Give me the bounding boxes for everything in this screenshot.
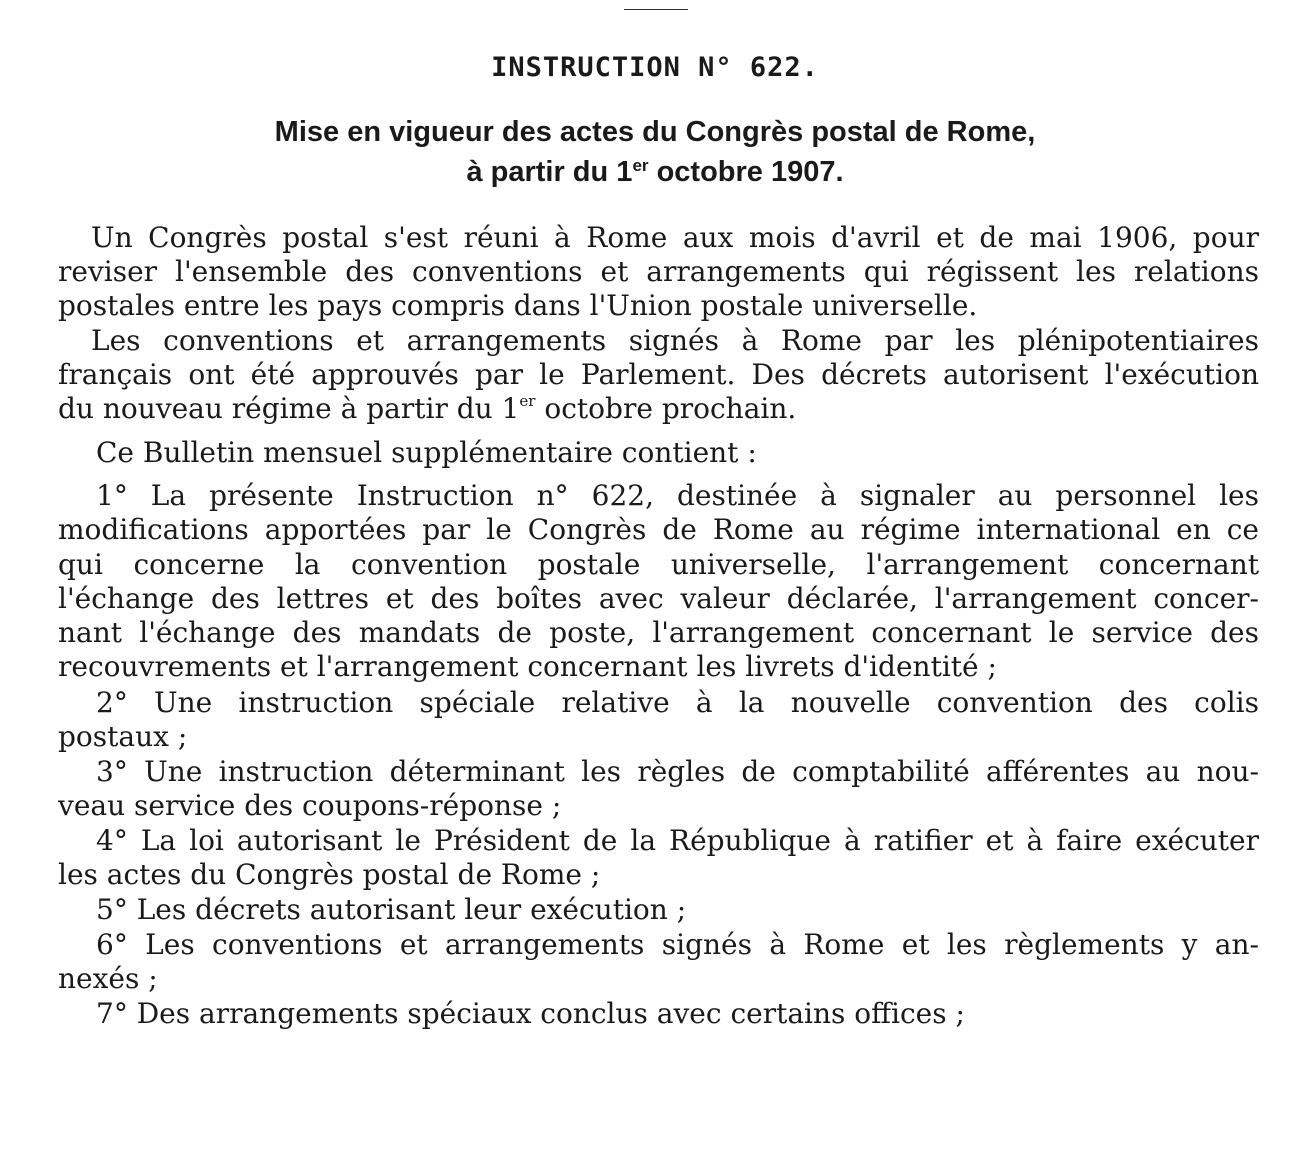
paragraph-2-line bbox=[58, 392, 1259, 426]
title-line-2-suffix: octobre 1907. bbox=[648, 156, 844, 188]
item-1-line: 1° La présente Instruction n° 622, destinée à signaler au personnel les bbox=[96, 479, 1259, 512]
item-5-line: 5° Les décrets autorisant leur exécution ; bbox=[96, 893, 687, 926]
item-1-line: qui concerne la convention postale universelle, l'arrangement concernant bbox=[58, 548, 1259, 581]
item-4-line: 4° La loi autorisant le Président de la République à ratifier et à faire exécuter bbox=[96, 824, 1259, 857]
item-7-line: 7° Des arrangements spéciaux conclus avec certains offices ; bbox=[96, 997, 965, 1030]
item-4-line: les actes du Congrès postal de Rome ; bbox=[58, 858, 601, 891]
item-2-line: 2° Une instruction spéciale relative à la nouvelle convention des colis bbox=[96, 686, 1259, 719]
instruction-number: INSTRUCTION N° 622. bbox=[491, 52, 819, 83]
item-1-line: recouvrements et l'arrangement concernant les livrets d'identité ; bbox=[58, 650, 997, 683]
item-6-line: 6° Les conventions et arrangements signés à Rome et les règlements y an- bbox=[96, 928, 1259, 961]
title-line-1: Mise en vigueur des actes du Congrès postal de Rome, bbox=[274, 116, 1036, 148]
title-line-2 bbox=[0, 156, 1298, 189]
paragraph-1-line: reviser l'ensemble des conventions et arrangements qui régissent les relations bbox=[58, 255, 1259, 288]
paragraph-2-line: français ont été approuvés par le Parlement. Des décrets autorisent l'exécution bbox=[58, 358, 1259, 391]
item-1-line: l'échange des lettres et des boîtes avec valeur déclarée, l'arrangement concer- bbox=[58, 582, 1259, 615]
top-rule bbox=[624, 9, 688, 10]
paragraph-2-last-sup: er bbox=[519, 392, 536, 410]
paragraph-2-last-prefix: du nouveau régime à partir du 1 bbox=[58, 392, 520, 425]
item-3-line: veau service des coupons-réponse ; bbox=[58, 789, 562, 822]
paragraph-3: Ce Bulletin mensuel supplémentaire contient : bbox=[96, 436, 757, 469]
paragraph-1-line: postales entre les pays compris dans l'Union postale universelle. bbox=[58, 289, 978, 322]
paragraph-2-line: Les conventions et arrangements signés à Rome par les plénipotentiaires bbox=[91, 324, 1259, 357]
title-line-2-sup: er bbox=[632, 156, 649, 175]
item-6-line: nexés ; bbox=[58, 962, 158, 995]
item-1-line: nant l'échange des mandats de poste, l'arrangement concernant le service des bbox=[58, 616, 1259, 649]
item-2-line: postaux ; bbox=[58, 720, 188, 753]
item-3-line: 3° Une instruction déterminant les règles de comptabilité afférentes au nou- bbox=[96, 755, 1259, 788]
title-line-2-prefix: à partir du 1 bbox=[466, 156, 633, 188]
paragraph-2-last-suffix: octobre prochain. bbox=[535, 392, 797, 425]
paragraph-1-line: Un Congrès postal s'est réuni à Rome aux mois d'avril et de mai 1906, pour bbox=[91, 221, 1259, 254]
item-1-line: modifications apportées par le Congrès de Rome au régime international en ce bbox=[58, 513, 1259, 546]
